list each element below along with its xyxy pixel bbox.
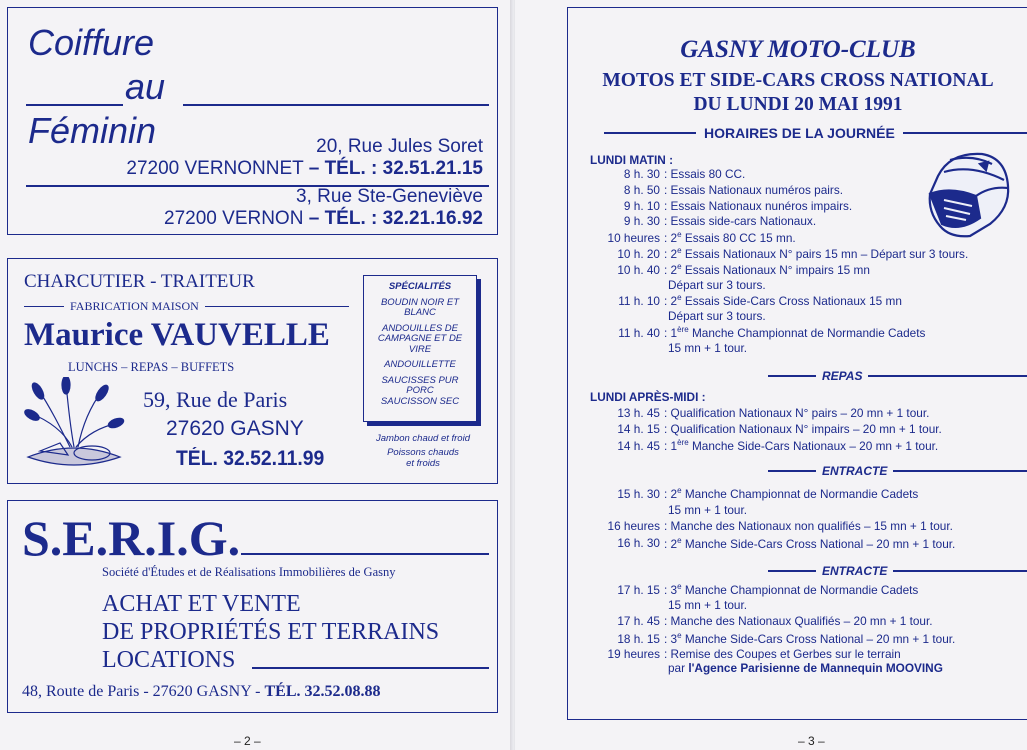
dash: – <box>308 158 320 179</box>
rule <box>604 132 696 133</box>
schedule-time: 19 heures <box>607 646 660 661</box>
schedule-event: : 1ère Manche Side-Cars Nationaux – 20 mn + 1 tour. <box>664 437 939 453</box>
schedule-event: : Essais 80 CC. <box>664 167 746 181</box>
schedule-title: HORAIRES DE LA JOURNÉE <box>704 125 895 141</box>
charcutier-note-2: Poissons chauds et froids <box>387 447 459 469</box>
specialite-item: ANDOUILLES DE CAMPAGNE ET DE VIRE <box>377 322 463 355</box>
coiffure-city-2: 27200 VERNON <box>164 208 304 229</box>
page-number-left: – 2 – <box>234 734 261 748</box>
dash: – <box>308 208 320 229</box>
schedule-row <box>590 183 843 197</box>
schedule-time: 9 h. 10 <box>623 198 660 213</box>
coiffure-city-line-2 <box>164 208 483 230</box>
entracte-label: ENTRACTE <box>822 564 888 578</box>
serig-line-1: ACHAT ET VENTE <box>102 591 301 617</box>
schedule-row <box>590 582 918 597</box>
schedule-row <box>590 293 902 308</box>
coiffure-ad <box>7 7 498 235</box>
schedule-time: 14 h. 45 <box>617 438 660 453</box>
schedule-row <box>590 167 745 181</box>
serig-line-3: LOCATIONS <box>102 647 236 673</box>
afternoon-title: LUNDI APRÈS-MIDI : <box>590 390 706 404</box>
schedule-event: : 3e Manche Championnat de Normandie Cadets <box>664 582 919 597</box>
serig-tagline: Société d'Études et de Réalisations Immobilières de Gasny <box>102 565 396 579</box>
entracte-divider-2 <box>768 564 1027 578</box>
charcutier-services: LUNCHS – REPAS – BUFFETS <box>68 360 235 374</box>
coiffure-tel-2: TÉL. : 32.21.16.92 <box>324 208 483 229</box>
serig-ad <box>7 500 498 713</box>
rule <box>183 104 489 106</box>
coiffure-address-1: 20, Rue Jules Soret <box>316 136 483 157</box>
schedule-event-continuation: 15 mn + 1 tour. <box>668 598 748 613</box>
schedule-time: 11 h. 10 <box>618 294 660 309</box>
schedule-event: : Manche des Nationaux Qualifiés – 20 mn + 1 tour. <box>664 614 933 629</box>
schedule-event: : Qualification Nationaux N° pairs – 20 mn + 1 tour. <box>664 406 930 420</box>
schedule-time: 15 h. 30 <box>617 486 660 501</box>
rule <box>893 470 1027 471</box>
charcutier-tel: TÉL. 32.52.11.99 <box>176 447 325 470</box>
rule <box>24 306 64 308</box>
charcutier-title: CHARCUTIER - TRAITEUR <box>24 271 255 292</box>
schedule-row <box>590 536 955 551</box>
closing-prefix: par <box>668 661 686 675</box>
schedule-time: 17 h. 45 <box>617 614 660 629</box>
right-page <box>515 0 1027 750</box>
schedule-event: : 2e Manche Championnat de Normandie Cadets <box>664 486 919 501</box>
rule <box>26 104 123 106</box>
rule <box>768 375 816 376</box>
schedule-row <box>590 647 901 661</box>
morning-title: LUNDI MATIN : <box>590 153 673 167</box>
rule <box>252 667 489 669</box>
rule <box>768 470 816 471</box>
coiffure-name-line3: Féminin <box>28 110 157 151</box>
coiffure-city-1: 27200 VERNONNET <box>126 158 304 179</box>
rule <box>768 570 816 571</box>
schedule-time: 8 h. 30 <box>623 167 660 181</box>
event-line-1: MOTOS ET SIDE-CARS CROSS NATIONAL <box>602 70 994 91</box>
schedule-event: : 2e Manche Side-Cars Cross National – 20 mn + 1 tour. <box>664 535 956 551</box>
schedule-time: 10 heures <box>607 231 660 246</box>
left-page <box>0 0 512 750</box>
specialite-item: BOUDIN NOIR ET BLANC <box>380 296 460 318</box>
schedule-event: : Essais Nationaux numéros pairs. <box>664 182 843 197</box>
specialite-item: SAUCISSES PUR PORC SAUCISSON SEC <box>380 374 460 407</box>
schedule-time: 17 h. 15 <box>617 582 660 597</box>
schedule-event: : 2e Essais Side-Cars Cross Nationaux 15 mn <box>664 293 902 309</box>
schedule-row <box>590 631 955 646</box>
charcutier-ad <box>7 258 498 484</box>
schedule-event: : 2e Essais Nationaux N° impairs 15 mn <box>664 261 870 277</box>
schedule-time: 11 h. 40 <box>618 325 660 340</box>
schedule-row <box>590 406 929 420</box>
schedule-time: 10 h. 40 <box>617 262 660 277</box>
schedule-time: 9 h. 30 <box>623 214 660 229</box>
schedule-frame <box>567 7 1027 720</box>
coiffure-name-line2: au <box>125 66 166 107</box>
schedule-event: : Manche des Nationaux non qualifiés – 15 mn + 1 tour. <box>664 519 953 533</box>
schedule-time: 13 h. 45 <box>617 406 660 420</box>
schedule-time: 18 h. 15 <box>617 631 660 646</box>
charcutier-subtitle: FABRICATION MAISON <box>70 299 199 313</box>
schedule-event: : 2e Essais Nationaux N° pairs 15 mn – Départ sur 3 tours. <box>664 246 969 261</box>
entracte-divider-1 <box>768 464 1027 478</box>
repas-label: REPAS <box>822 369 863 383</box>
schedule-event: : 1ère Manche Championnat de Normandie Cadets <box>664 325 926 340</box>
schedule-event: : Qualification Nationaux N° impairs – 20 mn + 1 tour. <box>664 421 942 436</box>
schedule-event-continuation: 15 mn + 1 tour. <box>668 340 748 355</box>
closing-sponsor: l'Agence Parisienne de Mannequin MOOVING <box>688 661 943 675</box>
rule <box>205 306 349 308</box>
serig-line-2: DE PROPRIÉTÉS ET TERRAINS <box>102 619 440 645</box>
schedule-row <box>590 325 925 340</box>
schedule-event: : Essais side-cars Nationaux. <box>664 214 817 229</box>
schedule-row <box>590 230 796 245</box>
schedule-row <box>590 519 953 533</box>
schedule-event-continuation: 15 mn + 1 tour. <box>668 502 748 517</box>
coiffure-name-line1: Coiffure <box>28 22 155 63</box>
specialites-box <box>363 275 477 422</box>
rule <box>903 132 1027 133</box>
rule <box>868 375 1027 376</box>
charcutier-owner-name: Maurice VAUVELLE <box>24 317 330 353</box>
rule <box>893 570 1027 571</box>
coiffure-address-2: 3, Rue Ste-Geneviève <box>296 186 483 207</box>
charcutier-city: 27620 GASNY <box>166 417 304 440</box>
schedule-time: 16 h. 30 <box>617 536 660 551</box>
closing-line <box>668 661 943 675</box>
repas-divider <box>768 369 1027 383</box>
specialites-title: SPÉCIALITÉS <box>388 281 452 292</box>
serig-address: 48, Route de Paris - 27620 GASNY - <box>22 683 261 700</box>
schedule-time: 10 h. 20 <box>617 246 660 261</box>
schedule-time: 8 h. 50 <box>623 182 660 197</box>
wheat-sheaf-illustration <box>20 377 128 472</box>
charcutier-address: 59, Rue de Paris <box>143 387 288 412</box>
coiffure-city-line-1 <box>126 158 483 180</box>
specialite-item: ANDOUILLETTE <box>384 359 456 370</box>
schedule-row <box>590 262 870 277</box>
event-line-2: DU LUNDI 20 MAI 1991 <box>693 94 903 115</box>
schedule-event: : Remise des Coupes et Gerbes sur le terrain <box>664 646 901 661</box>
entracte-label: ENTRACTE <box>822 464 888 478</box>
club-title: GASNY MOTO-CLUB <box>680 36 916 63</box>
rule <box>241 553 489 555</box>
schedule-row <box>590 486 918 501</box>
schedule-row <box>590 246 968 261</box>
schedule-event-continuation: Départ sur 3 tours. <box>668 309 766 324</box>
schedule-row <box>590 199 852 213</box>
charcutier-note-1: Jambon chaud et froid <box>375 433 470 444</box>
serig-tel: TÉL. 32.52.08.88 <box>264 683 381 700</box>
schedule-event: : 3e Manche Side-Cars Cross National – 20 mn + 1 tour. <box>664 630 956 646</box>
schedule-event: : Essais Nationaux nunéros impairs. <box>664 198 853 213</box>
schedule-row <box>590 614 933 628</box>
charcutier-subtitle-row <box>24 299 349 314</box>
schedule-row <box>590 214 816 228</box>
page-number-right: – 3 – <box>798 734 825 748</box>
serig-contact <box>22 683 381 701</box>
schedule-event: : 2e Essais 80 CC 15 mn. <box>664 230 796 246</box>
schedule-time: 14 h. 15 <box>617 421 660 436</box>
schedule-event-continuation: Départ sur 3 tours. <box>668 277 766 292</box>
schedule-row <box>590 438 938 453</box>
schedule-title-divider <box>604 125 1027 141</box>
helmet-icon <box>920 146 1012 241</box>
schedule-time: 16 heures <box>607 519 660 533</box>
schedule-row <box>590 422 942 436</box>
serig-name: S.E.R.I.G. <box>22 510 241 566</box>
coiffure-tel-1: TÉL. : 32.51.21.15 <box>324 158 483 179</box>
